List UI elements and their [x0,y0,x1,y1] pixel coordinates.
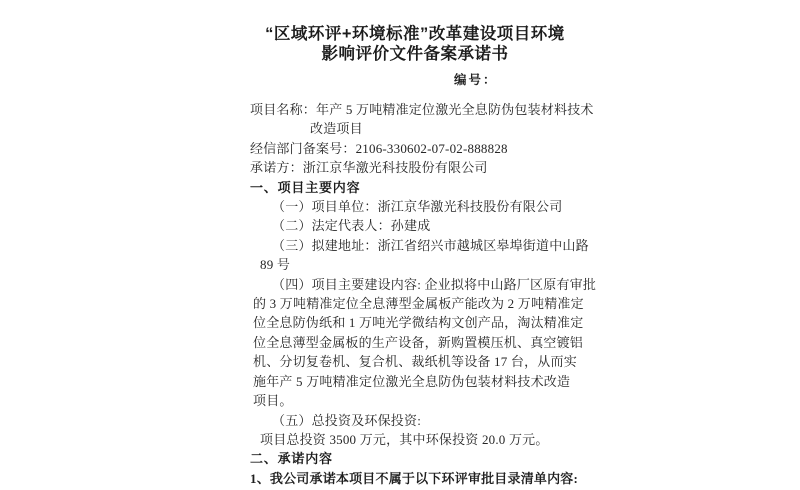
serial-number-label: 编号： [454,73,498,87]
document-title-line2: 影响评价文件备案承诺书 [321,45,509,63]
item-construction-line: 机、分切复卷机、复合机、裁纸机等设备 17 台，从而实 [253,354,577,370]
item-address-continuation: 89 号 [260,257,291,273]
commitment-item-1: 1、我公司承诺本项目不属于以下环评审批目录清单内容: [250,470,579,486]
item-legal-representative: （二）法定代表人：孙建成 [272,218,431,234]
item-project-unit: （一）项目单位：浙江京华激光科技股份有限公司 [272,199,563,215]
field-project-name: 项目名称：年产 5 万吨精准定位激光全息防伪包装材料技术 [250,102,594,117]
item-construction-line: 的 3 万吨精准定位全息薄型金属板产能改为 2 万吨精准定 [253,296,584,312]
item-construction-line: （四）项目主要建设内容: 企业拟将中山路厂区原有审批 [272,276,597,292]
field-project-name-continuation: 改造项目 [310,121,363,137]
document-body [250,24,597,488]
item-construction-line: 位全息防伪纸和 1 万吨光学微结构文创产品，淘汰精准定 [253,315,584,331]
item-investment-heading: （五）总投资及环保投资: [272,412,422,428]
item-construction-line: 项目。 [253,393,293,409]
section-main-heading: 一、项目主要内容 [250,179,361,195]
item-construction-line: 位全息薄型金属板的生产设备，新购置模压机、真空镀铝 [253,334,584,350]
item-construction-line: 施年产 5 万吨精准定位激光全息防伪包装材料技术改造 [253,373,571,389]
document-title [250,24,580,64]
document-title-line1: “区域环评+环境标准”改革建设项目环境 [265,25,565,43]
section-commitment-heading: 二、承诺内容 [250,451,333,467]
item-address: （三）拟建地址：浙江省绍兴市越城区皋埠街道中山路 [272,237,589,253]
field-promisor: 承诺方：浙江京华激光科技股份有限公司 [250,160,488,176]
item-investment-detail: 项目总投资 3500 万元，其中环保投资 20.0 万元。 [260,431,549,447]
field-record-number: 经信部门备案号：2106-330602-07-02-888828 [250,140,508,156]
document-text [250,100,597,488]
